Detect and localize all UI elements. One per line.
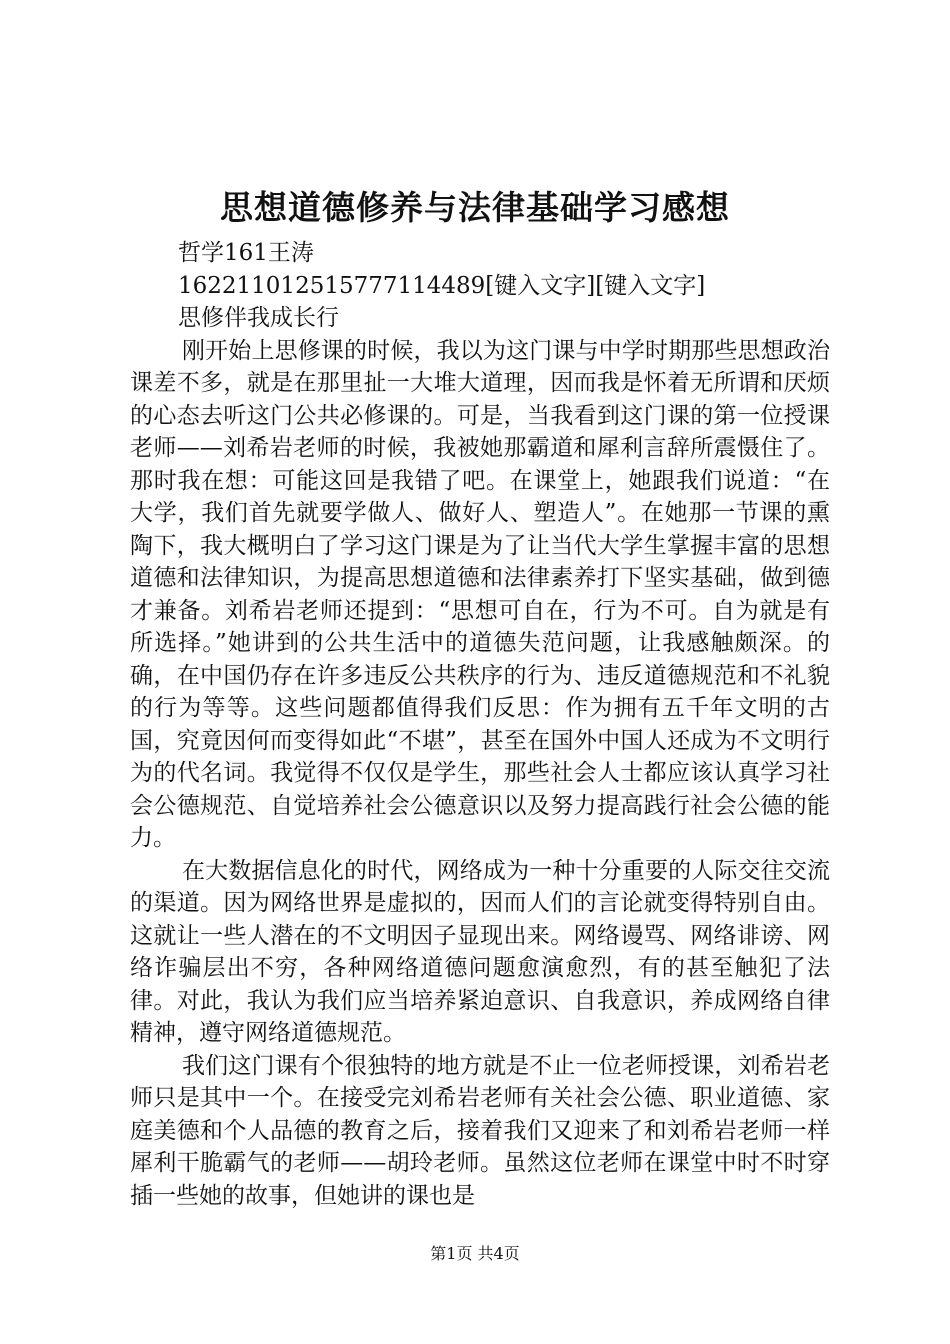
author-line: 哲学161王涛 [178,240,314,266]
paragraph-2: 在大数据信息化的时代，网络成为一种十分重要的人际交往交流的渠道。因为网络世界是虚拟的，因而人们的言论就变得特别自由。这就让一些人潜在的不文明因子显现出来。网络谩骂、网络诽谤、网络诈骗层出不穷，各种网络道德问题愈演愈烈，有的甚至触犯了法律。对此，我认为我们应当培养紧迫意识、自我意识，养成网络自律精神，遵守网络道德规范。 [130,857,830,1046]
id-line: 162211012515777114489[键入文字][键入文字] [178,272,706,299]
paragraph-3: 我们这门课有个很独特的地方就是不止一位老师授课，刘希岩老师只是其中一个。在接受完刘希岩老师有关社会公德、职业道德、家庭美德和个人品德的教育之后，接着我们又迎来了和刘希岩老师一样犀利干脆霸气的老师——胡玲老师。虽然这位老师在课堂中时不时穿插一些她的故事，但她讲的课也是 [130,1052,830,1209]
paragraph-1: 刚开始上思修课的时候，我以为这门课与中学时期那些思想政治课差不多，就是在那里扯一大堆大道理，因而我是怀着无所谓和厌烦的心态去听这门公共必修课的。可是，当我看到这门课的第一位授课老师——刘希岩老师的时候，我被她那霸道和犀利言辞所震慑住了。那时我在想：可能这回是我错了吧。在课堂上，她跟我们说道：“在大学，我们首先就要学做人、做好人、塑造人”。在她那一节课的熏陶下，我大概明白了学习这门课是为了让当代大学生掌握丰富的思想道德和法律知识，为提高思想道德和法律素养打下坚实基础，做到德才兼备。刘希岩老师还提到：“思想可自在，行为不可。自为就是有所选择。”她讲到的公共生活中的道德失范问题，让我感触颇深。的确，在中国仍存在许多违反公共秩序的行为、违反道德规范和不礼貌的行为等等。这些问题都值得我们反思：作为拥有五千年文明的古国，究竟因何而变得如此“不堪”，甚至在国外中国人还成为不文明行为的代名词。我觉得不仅仅是学生，那些社会人士都应该认真学习社会公德规范、自觉培养社会公德意识以及努力提高践行社会公德的能力。 [130,337,830,851]
document-title: 思想道德修养与法律基础学习感想 [220,188,730,227]
subtitle-line: 思修伴我成长行 [178,305,339,331]
document-body [130,237,830,1212]
page-footer: 第1页 共4页 [430,1244,520,1263]
